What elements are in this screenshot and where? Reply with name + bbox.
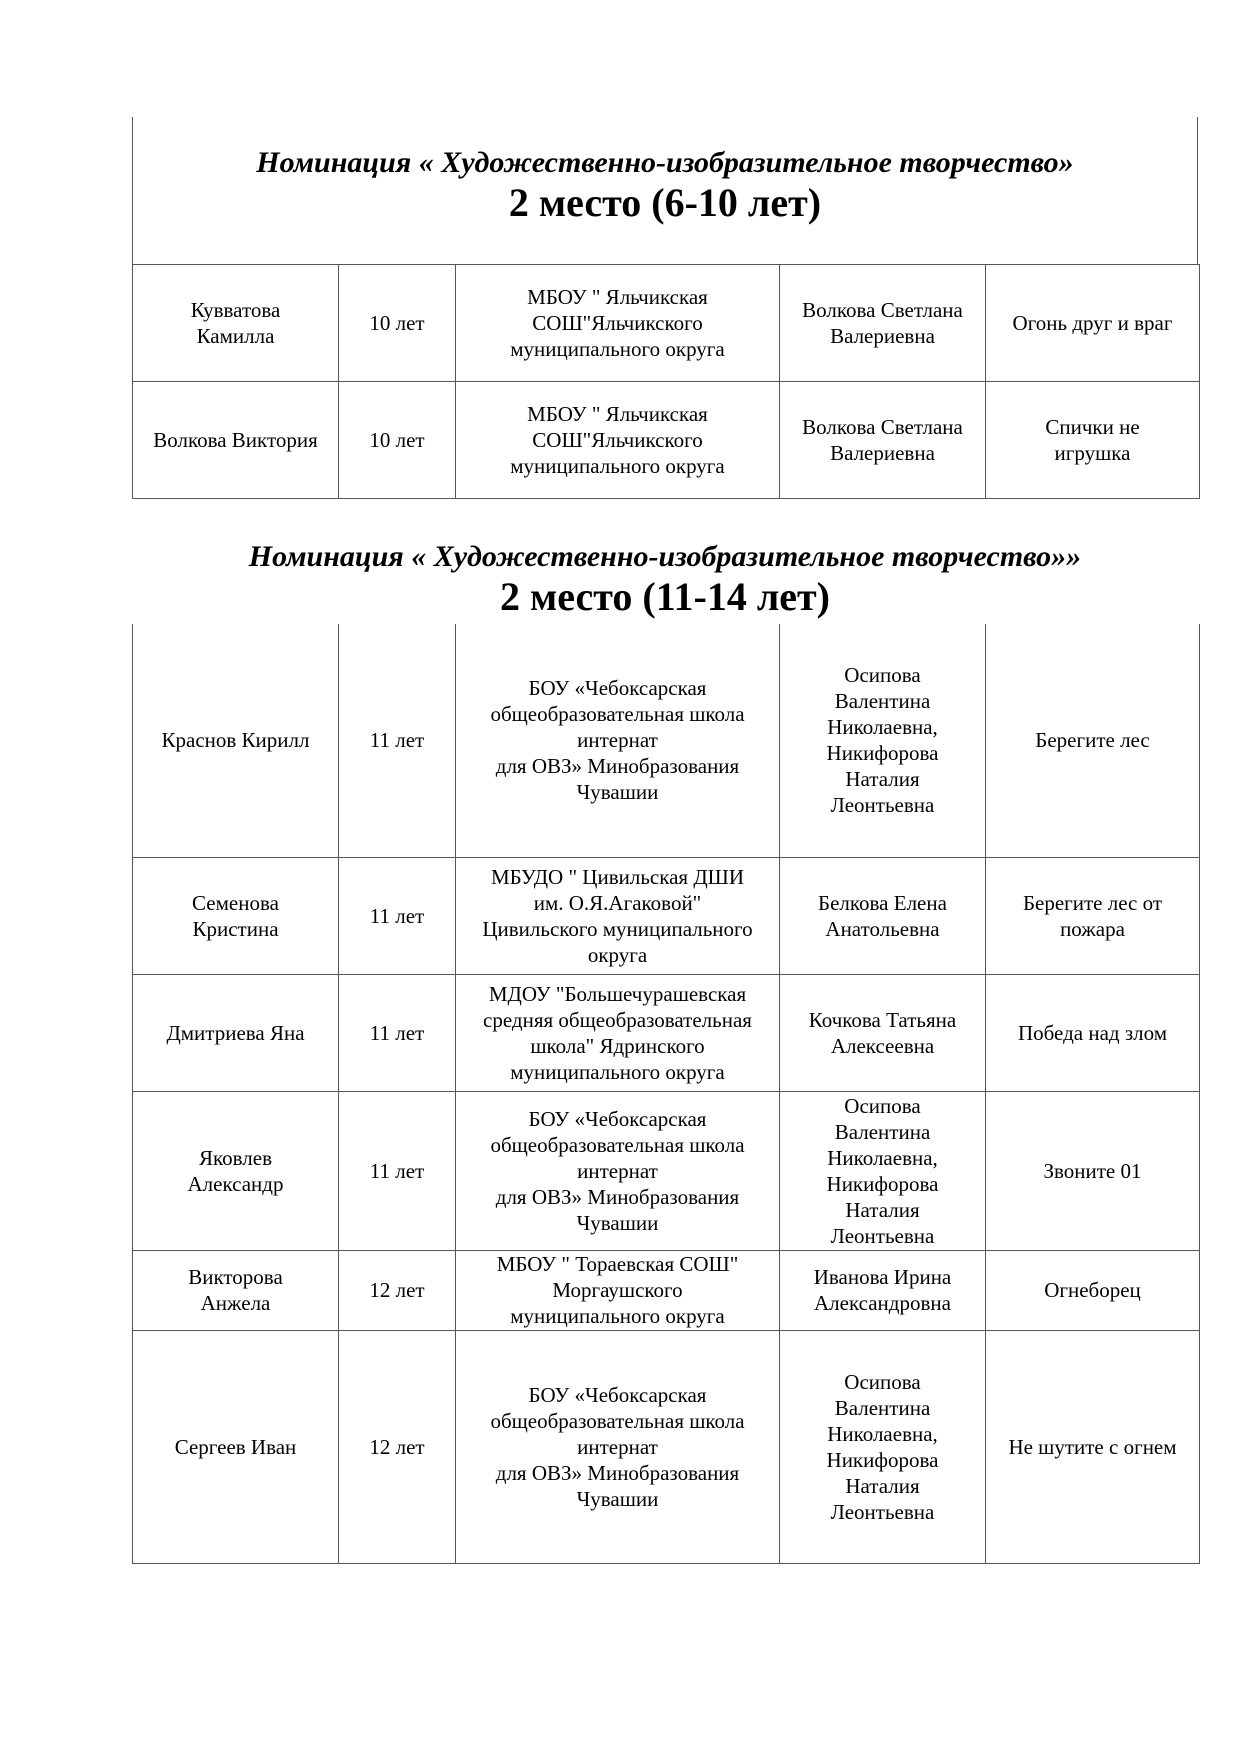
table-row	[133, 382, 1200, 499]
section-2-nomination: Номинация « Художественно-изобразительное творчество»»	[248, 540, 1082, 573]
participant-teacher: Осипова Валентина Николаевна, Никифорова Наталия Леонтьевна	[780, 624, 986, 857]
participant-school: БОУ «Чебоксарская общеобразовательная школа интернат для ОВЗ» Минобразования Чувашии	[456, 1330, 780, 1563]
section-2-table	[132, 624, 1200, 1564]
participant-name: Сергеев Иван	[133, 1330, 339, 1563]
section-1-place: 2 место (6-10 лет)	[508, 180, 822, 225]
participant-teacher: Кочкова Татьяна Алексеевна	[780, 974, 986, 1091]
participant-name: Краснов Кирилл	[133, 624, 339, 857]
section-1-nomination: Номинация « Художественно-изобразительное творчество»	[256, 146, 1074, 179]
participant-teacher: Волкова Светлана Валериевна	[780, 265, 986, 382]
participant-work-title: Спички не игрушка	[986, 382, 1200, 499]
participant-age: 10 лет	[339, 265, 456, 382]
table-row	[133, 857, 1200, 974]
participant-school: МБОУ " Тораевская СОШ" Моргаушского муниципального округа	[456, 1250, 780, 1330]
section-2-heading	[132, 540, 1198, 620]
participant-age: 11 лет	[339, 624, 456, 857]
participant-work-title: Огнеборец	[986, 1250, 1200, 1330]
participant-work-title: Берегите лес	[986, 624, 1200, 857]
participant-teacher: Волкова Светлана Валериевна	[780, 382, 986, 499]
participant-teacher: Осипова Валентина Николаевна, Никифорова Наталия Леонтьевна	[780, 1330, 986, 1563]
participant-teacher: Иванова Ирина Александровна	[780, 1250, 986, 1330]
participant-age: 11 лет	[339, 857, 456, 974]
table-row	[133, 1091, 1200, 1250]
participant-age: 10 лет	[339, 382, 456, 499]
participant-school: БОУ «Чебоксарская общеобразовательная школа интернат для ОВЗ» Минобразования Чувашии	[456, 1091, 780, 1250]
participant-name: Дмитриева Яна	[133, 974, 339, 1091]
participant-name: Яковлев Александр	[133, 1091, 339, 1250]
participant-name: Викторова Анжела	[133, 1250, 339, 1330]
participant-work-title: Победа над злом	[986, 974, 1200, 1091]
participant-name: Кувватова Камилла	[133, 265, 339, 382]
participant-work-title: Не шутите с огнем	[986, 1330, 1200, 1563]
table-row	[133, 1250, 1200, 1330]
table-row	[133, 974, 1200, 1091]
participant-teacher: Белкова Елена Анатольевна	[780, 857, 986, 974]
participant-work-title: Звоните 01	[986, 1091, 1200, 1250]
participant-name: Волкова Виктория	[133, 382, 339, 499]
section-1-table	[132, 264, 1200, 499]
participant-work-title: Огонь друг и враг	[986, 265, 1200, 382]
participant-school: МБОУ " Яльчикская СОШ"Яльчикского муниципального округа	[456, 265, 780, 382]
participant-teacher: Осипова Валентина Николаевна, Никифорова Наталия Леонтьевна	[780, 1091, 986, 1250]
table-row	[133, 1330, 1200, 1563]
participant-age: 12 лет	[339, 1330, 456, 1563]
participant-age: 11 лет	[339, 974, 456, 1091]
participant-age: 12 лет	[339, 1250, 456, 1330]
participant-school: МДОУ "Большечурашевская средняя общеобразовательная школа" Ядринского муниципального округа	[456, 974, 780, 1091]
participant-age: 11 лет	[339, 1091, 456, 1250]
participant-school: МБОУ " Яльчикская СОШ"Яльчикского муниципального округа	[456, 382, 780, 499]
participant-school: БОУ «Чебоксарская общеобразовательная школа интернат для ОВЗ» Минобразования Чувашии	[456, 624, 780, 857]
section-1-heading	[132, 146, 1198, 226]
table-row	[133, 265, 1200, 382]
participant-work-title: Берегите лес от пожара	[986, 857, 1200, 974]
section-2-place: 2 место (11-14 лет)	[500, 574, 830, 619]
table-row	[133, 624, 1200, 857]
participant-name: Семенова Кристина	[133, 857, 339, 974]
participant-school: МБУДО " Цивильская ДШИ им. О.Я.Агаковой" Цивильского муниципального округа	[456, 857, 780, 974]
